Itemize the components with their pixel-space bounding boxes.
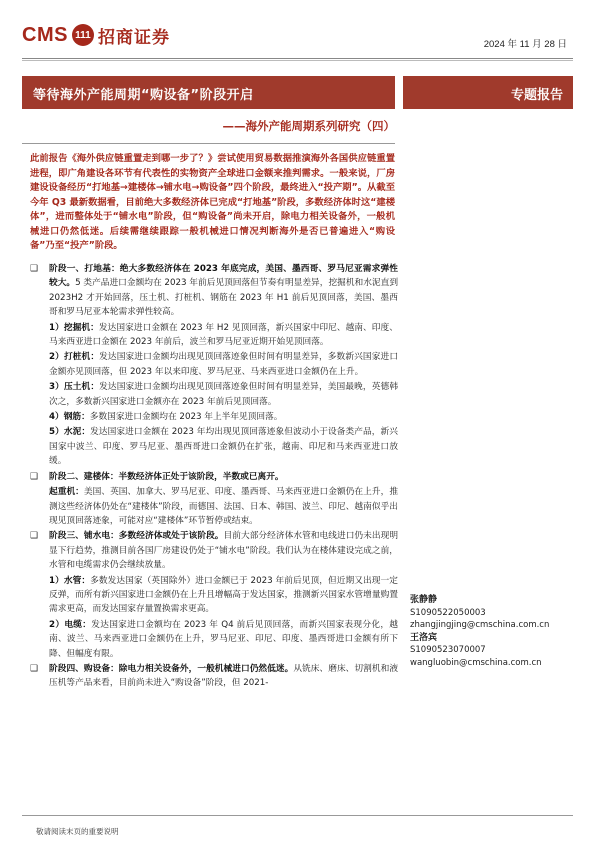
report-type-label: 专题报告 <box>510 88 563 103</box>
paragraph-text: 多数国家进口金额均在 2023 年上半年见顶回落。 <box>89 412 283 423</box>
analyst-email[interactable]: zhangjingjing@cmschina.com.cn <box>410 620 550 630</box>
paragraph-lead: 阶段四、购设备：除电力相关设备外，一般机械进口仍然低迷。 <box>49 663 294 674</box>
title-banner <box>22 76 395 109</box>
paragraph-lead: 阶段三、铺水电：多数经济体或处于该阶段。 <box>49 531 224 542</box>
report-subtitle: ——海外产能周期系列研究（四） <box>222 119 395 133</box>
header-divider-secondary <box>22 60 573 61</box>
body-paragraph <box>30 410 398 424</box>
logo-latin: CMS <box>22 23 68 46</box>
body-paragraph <box>30 321 398 350</box>
paragraph-lead: 1）水管： <box>49 575 91 586</box>
paragraph-text: 5 类产品进口金额均在 2023 年前后见顶回落但节奏有明显差异，挖掘机和水泥直到 2023H2 才开始回落，压土机、打桩机、钢筋在 2023 年 H1 前后见顶回落，美国、墨西哥和罗马尼亚本轮需求弹性较高。 <box>49 278 399 318</box>
report-body <box>30 262 398 692</box>
paragraph-lead: 起重机： <box>49 487 84 498</box>
analyst-panel <box>410 594 575 669</box>
analyst-id: S1090523070007 <box>410 645 486 655</box>
square-bullet-icon: ❑ <box>30 471 39 482</box>
body-paragraph <box>30 485 398 528</box>
body-paragraph <box>30 425 398 468</box>
body-paragraph <box>30 618 398 661</box>
body-paragraph <box>30 529 398 572</box>
logo-mark: 111 <box>72 24 94 46</box>
paragraph-text: 多数发达国家（英国除外）进口金额已于 2023 年前后见顶，但近期又出现一定反弹，而所有新兴国家进口金额仍在上升且增幅高于发达国家，推测新兴国家水管增量购置需求更高，而发达国家存量置换需求更高。 <box>49 575 398 615</box>
body-paragraph <box>30 380 398 409</box>
paragraph-text: 从铣床、磨床、切割机和液压机等产品来看，目前尚未进入“购设备”阶段，但 2021- <box>49 663 399 689</box>
body-paragraph <box>30 350 398 379</box>
analyst-id: S1090522050003 <box>410 607 486 618</box>
paragraph-text: 发达国家进口金额均出现见顶回落迹象但时间有明显差异，多数新兴国家进口金额亦见顶回落，但 2023 年以来印度、罗马尼亚、马来西亚进口金额仍在上升。 <box>49 352 399 377</box>
analyst-name: 张静静 <box>410 595 438 605</box>
company-logo <box>22 22 170 48</box>
paragraph-text: 美国、英国、加拿大、罗马尼亚、印度、墨西哥、马来西亚进口金额仍在上升，推测这些经济体仍处在“建楼体”阶段，而德国、法国、日本、韩国、波兰、印尼、越南似乎出现见顶回落迹象，可能对应“建楼体”环节暂停或结束。 <box>49 487 399 526</box>
paragraph-lead: 5）水泥： <box>49 427 91 438</box>
paragraph-lead: 阶段一、打地基：绝大多数经济体在 2023 年底完成，美国、墨西哥、罗马尼亚需求弹性较大。 <box>49 264 398 289</box>
body-paragraph <box>30 262 398 320</box>
paragraph-text: 目前大部分经济体水管和电线进口仍未出现明显下行趋势，推测目前各国厂房建设仍处于“铺水电”阶段。我们认为在楼体建设完成之前，水管和电缆需求仍会继续放量。 <box>49 531 399 571</box>
paragraph-lead: 2）电缆： <box>49 619 92 630</box>
analyst-name: 王洛宾 <box>410 632 438 643</box>
report-date: 2024 年 11 月 28 日 <box>483 39 567 50</box>
paragraph-lead: 阶段二、建楼体：半数经济体正处于该阶段，半数或已离开。 <box>49 471 284 482</box>
paragraph-text: 发达国家进口金额均在 2023 年 Q4 前后见顶回落，而新兴国家表现分化，越南、波兰、马来西亚进口金额仍在上升，罗马尼亚、印尼、印度、墨西哥进口金额有所下降、但幅度有限。 <box>49 619 398 659</box>
square-bullet-icon: ❑ <box>30 663 39 674</box>
body-paragraph <box>30 470 398 484</box>
body-paragraph <box>30 574 398 617</box>
body-paragraph <box>30 662 398 691</box>
paragraph-lead: 4）钢筋： <box>49 412 90 423</box>
paragraph-text: 发达国家进口金额在 2023 年均出现见顶回落迹象但波动小于设备类产品，新兴国家中波兰、印度、罗马尼亚、墨西哥进口金额仍在扩张，越南、印尼和马来西亚进口放缓。 <box>49 427 398 467</box>
footer-divider <box>22 815 573 816</box>
analyst-email[interactable]: wangluobin@cmschina.com.cn <box>410 657 542 668</box>
paragraph-lead: 2）打桩机： <box>49 352 100 363</box>
report-type-banner <box>403 76 573 109</box>
paragraph-text: 发达国家进口金额均出现见顶回落迹象但时间有明显差异，美国最晚，英德韩次之，多数新兴国家进口金额亦在 2023 年前后见顶回落。 <box>49 382 399 407</box>
subtitle-divider <box>22 143 395 144</box>
header-divider <box>22 58 573 59</box>
paragraph-text: 发达国家进口金额在 2023 年 H2 见顶回落，新兴国家中印尼、越南、印度、马来西亚进口金额在 2023 年前后，波兰和罗马尼亚近期开始见顶回落。 <box>49 322 398 348</box>
abstract-paragraph: 此前报告《海外供应链重置走到哪一步了？》尝试使用贸易数据推演海外各国供应链重置进程，即广角建设各环节有代表性的实物资产全球进口金额来推判需求。一般来说，厂房建设设备经历“打地基→建楼体→铺水电→购设备”四个阶段，最终进入“投产期”。从截至今年 Q3 最新数据看，目前绝大多数经济体已完成“打地基”阶段，多数经济体时这“建楼体”，进而整体处于“铺水电”阶段，但“购设备”尚未开启，除电力相关设备外，一般机械进口仍然低迷。后续需继续跟踪一般机械进口情况判断海外是否已普遍进入“购设备”乃至“投产”阶段。 <box>30 153 395 251</box>
logo-chinese: 招商证券 <box>97 27 170 48</box>
footer-disclaimer: 敬请阅读末页的重要说明 <box>36 827 119 836</box>
square-bullet-icon: ❑ <box>30 264 39 274</box>
paragraph-lead: 1）挖掘机： <box>49 322 99 333</box>
square-bullet-icon: ❑ <box>30 531 39 542</box>
paragraph-lead: 3）压土机： <box>49 382 100 393</box>
report-title: 等待海外产能周期“购设备”阶段开启 <box>33 88 254 103</box>
